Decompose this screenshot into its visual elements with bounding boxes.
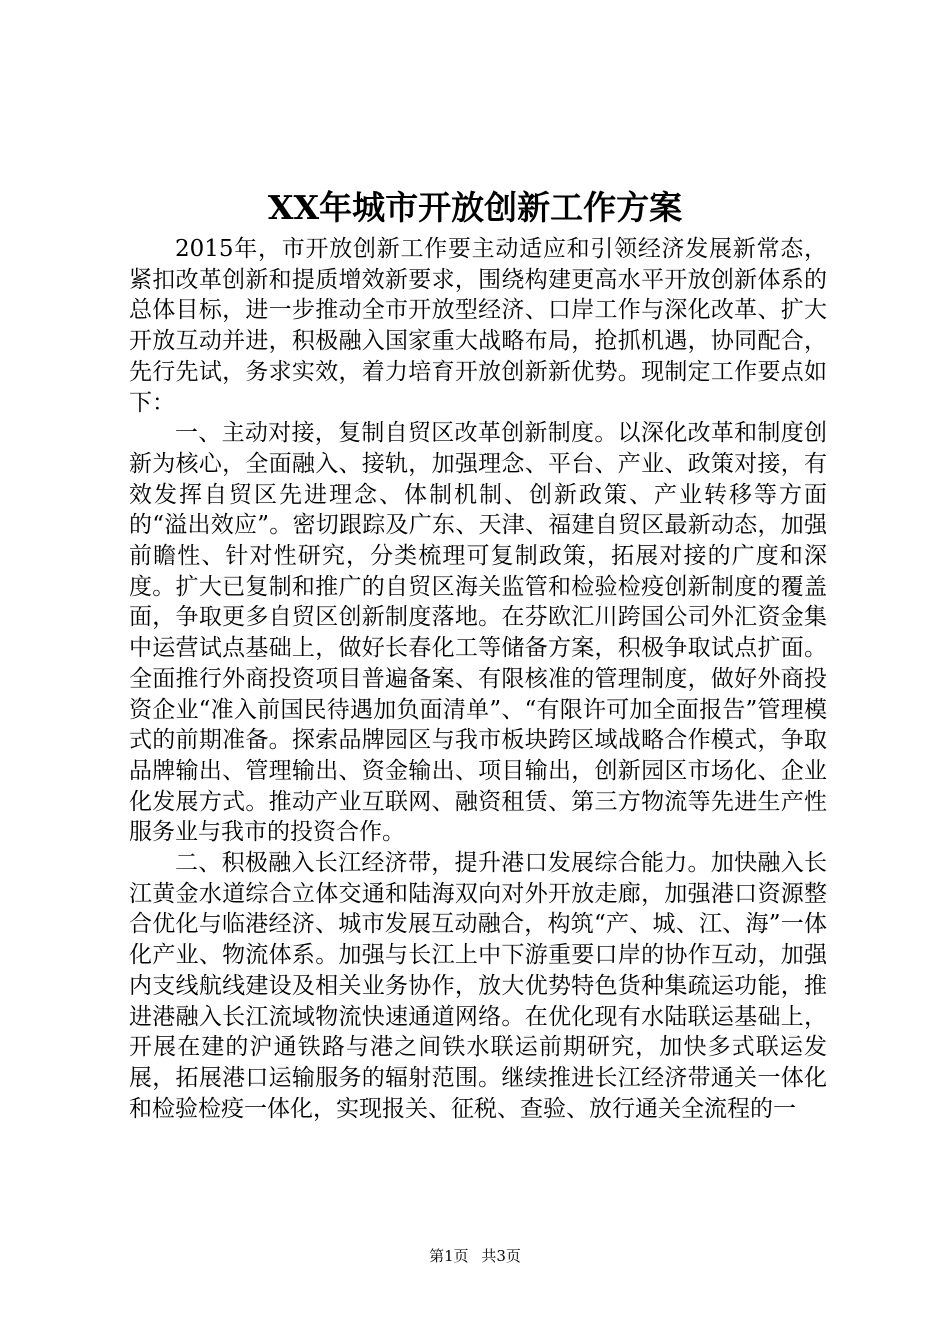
page-footer xyxy=(0,1246,950,1266)
paragraph-intro: 2015年，市开放创新工作要主动适应和引领经济发展新常态，紧扣改革创新和提质增效新要求，围绕构建更高水平开放创新体系的总体目标，进一步推动全市开放型经济、口岸工作与深化改革、扩大开放互动并进，积极融入国家重大战略布局，抢抓机遇，协同配合，先行先试，务求实效，着力培育开放创新新优势。现制定工作要点如下： xyxy=(129,236,827,416)
paragraph-section-1: 一、主动对接，复制自贸区改革创新制度。以深化改革和制度创新为核心，全面融入、接轨，加强理念、平台、产业、政策对接，有效发挥自贸区先进理念、体制机制、创新政策、产业转移等方面的“溢出效应”。密切跟踪及广东、天津、福建自贸区最新动态，加强前瞻性、针对性研究，分类梳理可复制政策，拓展对接的广度和深度。扩大已复制和推广的自贸区海关监管和检验检疫创新制度的覆盖面，争取更多自贸区创新制度落地。在芬欧汇川跨国公司外汇资金集中运营试点基础上，做好长春化工等储备方案，积极争取试点扩面。全面推行外商投资项目普遍备案、有限核准的管理制度，做好外商投资企业“准入前国民待遇加负面清单”、“有限许可加全面报告”管理模式的前期准备。探索品牌园区与我市板块跨区域战略合作模式，争取品牌输出、管理输出、资金输出、项目输出，创新园区市场化、企业化发展方式。推动产业互联网、融资租赁、第三方物流等先进生产性服务业与我市的投资合作。 xyxy=(129,420,827,846)
page-total: 共3页 xyxy=(481,1247,521,1265)
paragraph-section-2: 二、积极融入长江经济带，提升港口发展综合能力。加快融入长江黄金水道综合立体交通和陆海双向对外开放走廊，加强港口资源整合优化与临港经济、城市发展互动融合，构筑“产、城、江、海”一体化产业、物流体系。加强与长江上中下游重要口岸的协作互动，加强内支线航线建设及相关业务协作，放大优势特色货种集疏运功能，推进港融入长江流域物流快速通道网络。在优化现有水陆联运基础上，开展在建的沪通铁路与港之间铁水联运前期研究，加快多式联运发展，拓展港口运输服务的辐射范围。继续推进长江经济带通关一体化和检验检疫一体化，实现报关、征税、查验、放行通关全流程的一 xyxy=(129,850,827,1122)
page-number: 第1页 xyxy=(429,1247,469,1265)
document-title: XX年城市开放创新工作方案 xyxy=(267,188,683,227)
document-body xyxy=(129,234,827,1124)
